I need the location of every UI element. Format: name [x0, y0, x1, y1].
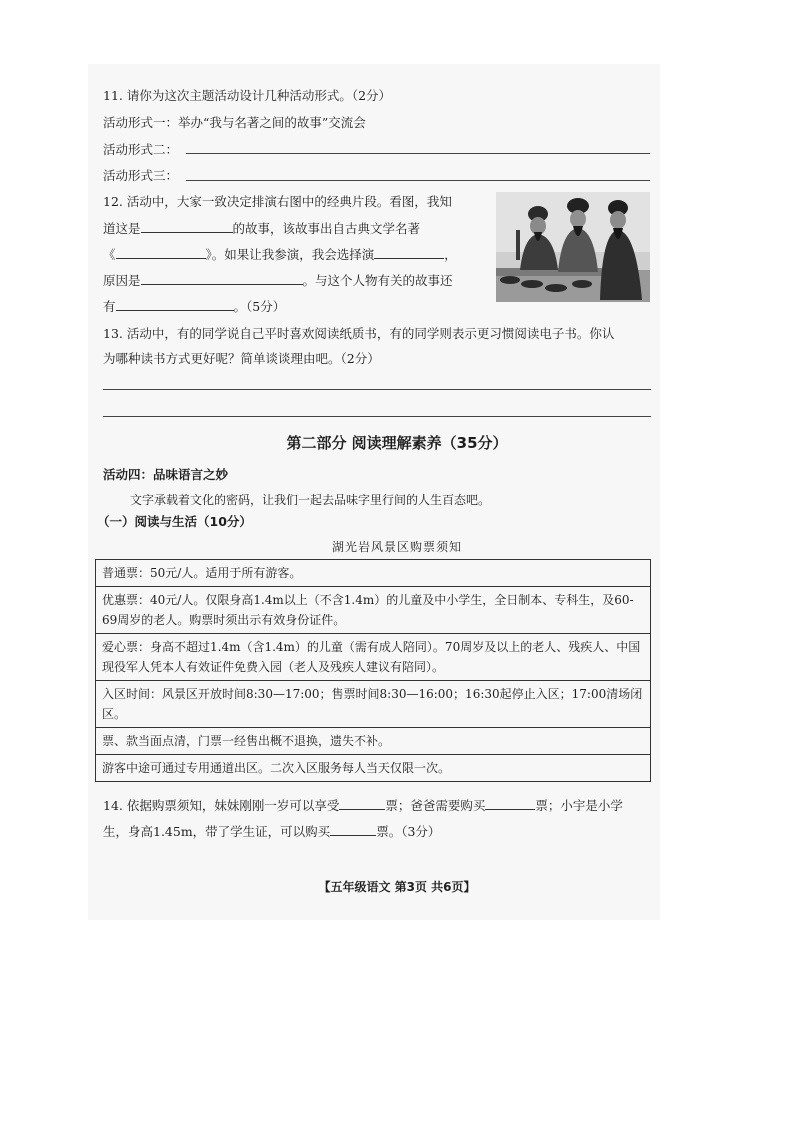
q12-line5-text-a: 有 [103, 299, 116, 314]
q14-line2 [103, 822, 440, 841]
notice-cell-reentry: 游客中途可通过专用通道出区。二次入区服务每人当天仅限一次。 [96, 755, 651, 782]
notice-cell-regular: 普通票：50元/人。适用于所有游客。 [96, 560, 651, 587]
q11-form3-label: 活动形式三： [103, 168, 179, 183]
q12-line4-text-b: 。与这个人物有关的故事还 [302, 273, 453, 288]
q14-text-c: 票；小宇是小学 [535, 798, 623, 813]
q12-line5-text-b: 。（5分） [233, 299, 286, 314]
q14-blank-sister[interactable] [339, 796, 385, 810]
q14-text-a: 14. 依据购票须知，妹妹刚刚一岁可以享受 [103, 798, 340, 813]
q14-blank-father[interactable] [485, 796, 535, 810]
activity-heading: 活动四：品味语言之妙 [103, 467, 229, 482]
q12-blank-reason[interactable] [141, 271, 303, 285]
q12-line5 [103, 297, 285, 316]
q12-line4 [103, 271, 453, 290]
q14-line1 [103, 796, 623, 815]
q13-answer-line-1[interactable] [103, 389, 651, 390]
q12-blank-story[interactable] [141, 219, 233, 233]
page-footer: 【五年级语文 第3页 共6页】 [318, 880, 476, 894]
subsection-heading: （一）阅读与生活（10分） [97, 514, 252, 529]
notice-row [96, 728, 651, 755]
q14-text-e: 票。（3分） [376, 824, 441, 839]
ticket-notice-table [95, 559, 651, 782]
q11-form3-answer-line[interactable] [186, 180, 650, 181]
q11-form2-label: 活动形式二： [103, 142, 179, 157]
q12-line3-text-a: 《 [103, 247, 116, 262]
q12-blank-role[interactable] [374, 245, 444, 259]
q12-line3 [103, 245, 457, 264]
notice-row [96, 587, 651, 634]
q12-line2 [103, 219, 420, 238]
q13-answer-line-2[interactable] [103, 416, 651, 417]
activity-intro: 文字承载着文化的密码，让我们一起去品味字里行间的人生百态吧。 [130, 493, 491, 507]
q11-form1-label: 活动形式一： [103, 115, 179, 130]
part2-title: 第二部分 阅读理解素养（35分） [286, 434, 508, 452]
notice-cell-discount: 优惠票：40元/人。仅限身高1.4m以上（不含1.4m）的儿童及中小学生，全日制本、专科生，及60-69周岁的老人。购票时须出示有效身份证件。 [96, 587, 651, 634]
q11-form2-answer-line[interactable] [186, 153, 650, 154]
notice-row [96, 634, 651, 681]
notice-title: 湖光岩风景区购票须知 [331, 540, 462, 554]
q12-line3-text-c: ， [444, 247, 457, 262]
classic-scene-photo [496, 192, 650, 302]
q11-form1 [103, 114, 366, 132]
q14-text-d: 生，身高1.45m，带了学生证，可以购买 [103, 824, 331, 839]
q13-line1: 13. 活动中，有的同学说自己平时喜欢阅读纸质书，有的同学则表示更习惯阅读电子书。你认 [103, 326, 615, 341]
notice-cell-refund: 票、款当面点清，门票一经售出概不退换，遗失不补。 [96, 728, 651, 755]
notice-cell-charity: 爱心票：身高不超过1.4m（含1.4m）的儿童（需有成人陪同）。70周岁及以上的老人、残疾人、中国现役军人凭本人有效证件免费入园（老人及残疾人建议有陪同）。 [96, 634, 651, 681]
q12-line2-text-b: 的故事，该故事出自古典文学名著 [232, 221, 421, 236]
q12-line1: 12. 活动中，大家一致决定排演右图中的经典片段。看图，我知 [103, 194, 452, 209]
q14-text-b: 票；爸爸需要购买 [385, 798, 486, 813]
notice-row [96, 681, 651, 728]
q12-blank-book[interactable] [116, 245, 206, 259]
q13-line2: 为哪种读书方式更好呢？简单谈谈理由吧。（2分） [103, 351, 380, 366]
q12-line4-text-a: 原因是 [103, 273, 141, 288]
q14-blank-xiaoyu[interactable] [330, 822, 376, 836]
q11-question: 11. 请你为这次主题活动设计几种活动形式。（2分） [103, 88, 392, 103]
q12-line2-text-a: 道这是 [103, 221, 141, 236]
notice-cell-hours: 入区时间：风景区开放时间8:30—17:00；售票时间8:30—16:00；16:30起停止入区；17:00清场闭区。 [96, 681, 651, 728]
q11-form1-text: 举办“我与名著之间的故事”交流会 [178, 115, 366, 130]
q12-blank-other-story[interactable] [116, 297, 234, 311]
notice-row [96, 755, 651, 782]
q12-line3-text-b: 》。如果让我参演，我会选择演 [205, 247, 375, 262]
notice-row [96, 560, 651, 587]
